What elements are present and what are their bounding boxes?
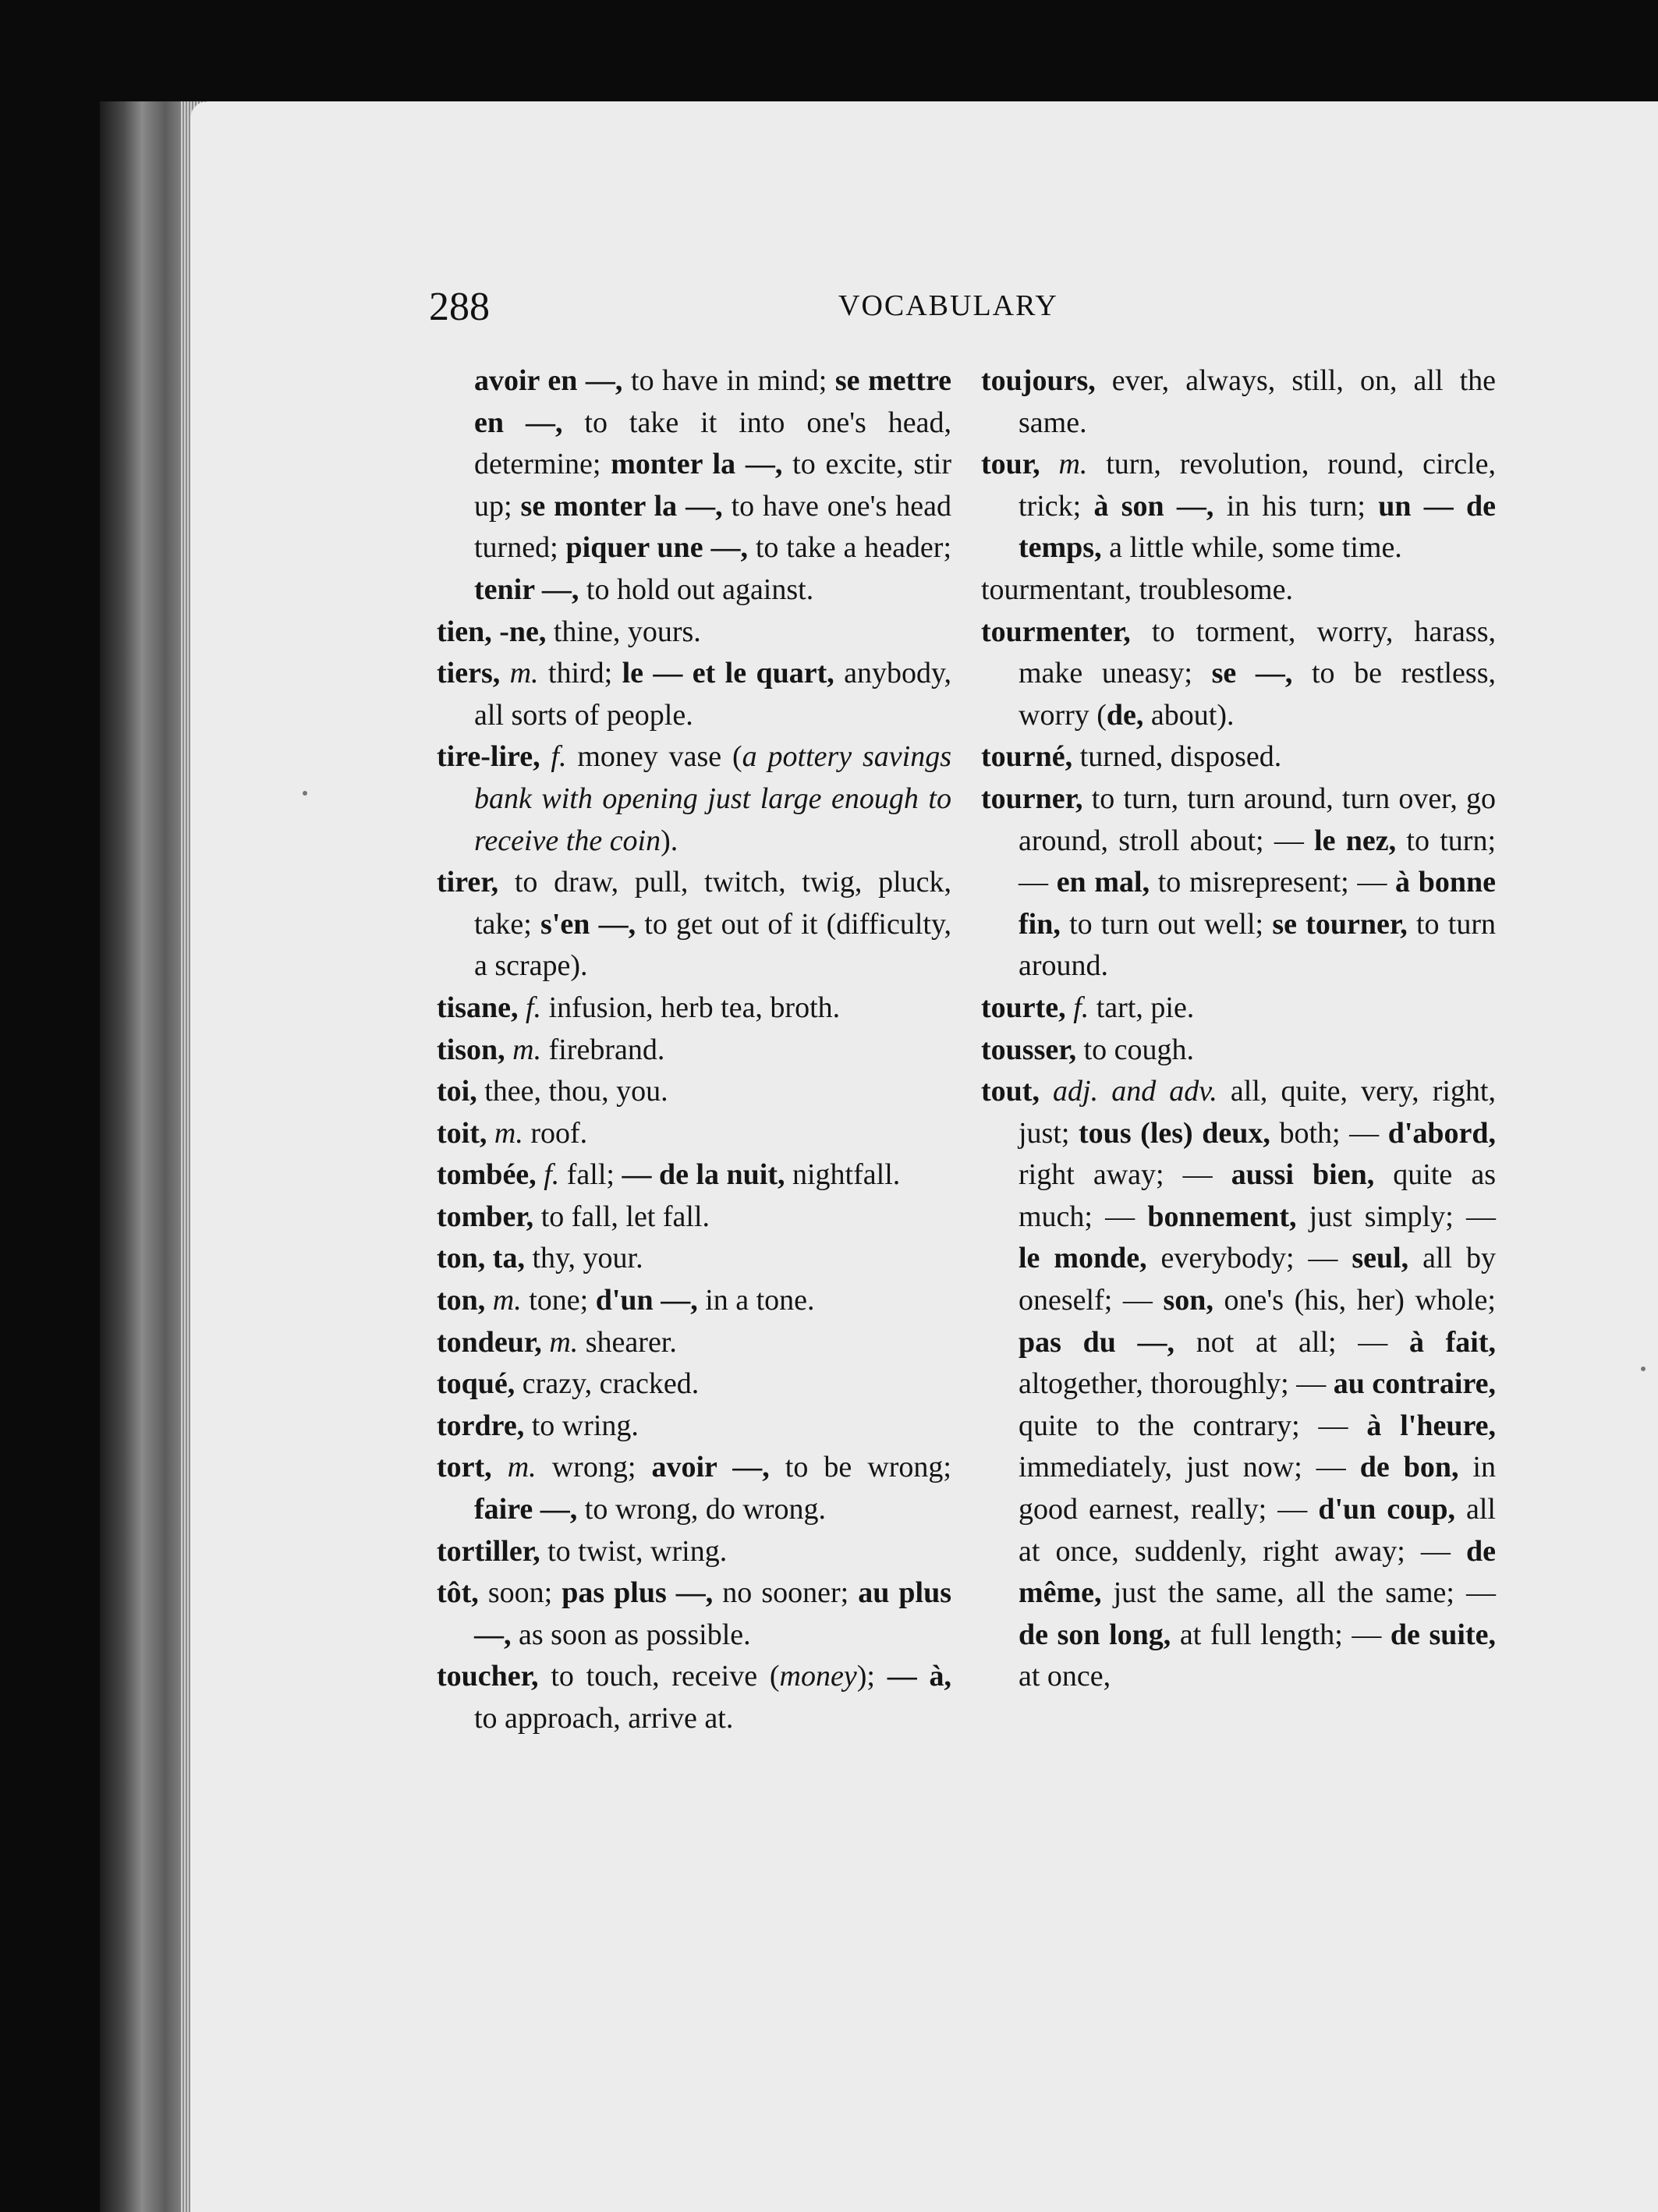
entry-tortiller: tortiller, to twist, wring. <box>437 1534 728 1568</box>
entry-tiers: tiers, m. third; le — et le quart, anybody, all sorts of people. <box>437 657 951 732</box>
speck <box>1641 1367 1646 1371</box>
left-column <box>437 360 951 1740</box>
entry-toit: toit, m. roof. <box>437 1116 588 1150</box>
entry-ton-ta: ton, ta, thy, your. <box>437 1242 643 1275</box>
entry-toujours: toujours, ever, always, still, on, all the same. <box>981 364 1496 439</box>
entry-tisane: tisane, f. infusion, herb tea, broth. <box>437 991 841 1024</box>
entry-tousser: tousser, to cough. <box>981 1033 1195 1066</box>
entry-toi: toi, thee, thou, you. <box>437 1075 668 1108</box>
entry-tourmenter: tourmenter, to torment, worry, harass, make uneasy; se —, to be restless, worry (de, about). <box>981 615 1497 732</box>
running-title: VOCABULARY <box>838 289 1058 322</box>
book-spine <box>100 101 193 2212</box>
entry-tomber: tomber, to fall, let fall. <box>437 1200 710 1233</box>
entry-tire-lire: tire-lire, f. money vase (a pottery savings bank with opening just large enough to receive the coin). <box>437 740 951 857</box>
right-column <box>981 360 1496 1698</box>
speck <box>303 791 307 796</box>
entry-ton: ton, m. tone; d'un —, in a tone. <box>437 1284 815 1317</box>
entry-tout: tout, adj. and adv. all, quite, very, right, just; tous (les) deux, both; — d'abord, right away; — aussi bien, quite as much; — bonnement, just simply; — le monde, everybody; — seul, all by oneself; — son, one's (his, her) whole; pas du —, not at all; — à fait, altogether, thoroughly; — au contraire, quite to the contrary; — à l'heure, immediately, just now; — de bon, in good earnest, really; — d'un coup, all at once, suddenly, right away; — de même, just the same, all the same; — de son long, at full length; — de suite, at once, <box>981 1075 1497 1693</box>
entry-tison: tison, m. firebrand. <box>437 1033 665 1066</box>
entry-tourte: tourte, f. tart, pie. <box>981 991 1195 1024</box>
entry-tombee: tombée, f. fall; — de la nuit, nightfall. <box>437 1158 901 1192</box>
entry-tort: tort, m. wrong; avoir —, to be wrong; faire —, to wrong, do wrong. <box>437 1451 951 1526</box>
page-number: 288 <box>429 285 490 329</box>
entry-tourner: tourner, to turn, turn around, turn over, go around, stroll about; — le nez, to turn; — en mal, to misrepresent; — à bonne fin, to turn out well; se tourner, to turn around. <box>981 782 1496 983</box>
entry-tondeur: tondeur, m. shearer. <box>437 1325 677 1359</box>
entry-tot: tôt, soon; pas plus —, no sooner; au plus —, as soon as possible. <box>437 1576 951 1651</box>
entry-tien: tien, -ne, thine, yours. <box>437 615 701 648</box>
entry-continuation: avoir en —, to have in mind; se mettre en —, to take it into one's head, determine; monter la —, to excite, stir up; se monter la —, to have one's head turned; piquer une —, to take a header; tenir —, to hold out against. <box>474 364 952 606</box>
entry-tourne: tourné, turned, disposed. <box>981 740 1282 774</box>
entry-tirer: tirer, to draw, pull, twitch, twig, pluck, take; s'en —, to get out of it (difficulty, a scrape). <box>437 866 951 983</box>
entry-toucher: toucher, to touch, receive (money); — à, to approach, arrive at. <box>437 1660 952 1735</box>
entry-tordre: tordre, to wring. <box>437 1409 639 1442</box>
page-header <box>429 281 1482 335</box>
entry-tourmentant: tourmentant, troublesome. <box>981 572 1293 606</box>
entry-toque: toqué, crazy, cracked. <box>437 1367 700 1401</box>
entry-tour: tour, m. turn, revolution, round, circle, trick; à son —, in his turn; un — de temps, a little while, some time. <box>981 448 1496 565</box>
